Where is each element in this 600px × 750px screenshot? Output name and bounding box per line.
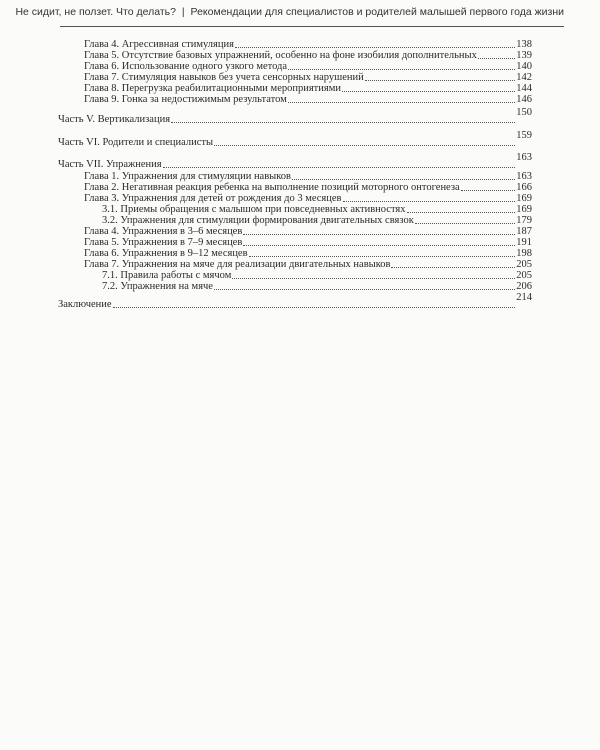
toc-page: 169 <box>516 193 532 204</box>
toc-label: Глава 6. Использование одного узкого метода <box>84 61 288 72</box>
toc-leader <box>249 256 516 257</box>
toc-leader <box>391 267 515 268</box>
toc-entry-part5 <box>58 107 532 126</box>
toc-leader <box>243 245 515 246</box>
toc-label: Глава 5. Упражнения в 7–9 месяцев <box>84 237 243 248</box>
toc-leader <box>415 223 515 224</box>
toc-page: 205 <box>516 259 532 270</box>
toc-page: 206 <box>516 281 532 292</box>
toc-leader <box>288 102 515 103</box>
header-rule <box>60 26 564 27</box>
toc-label: Глава 3. Упражнения для детей от рождения до 3 месяцев <box>84 193 342 204</box>
running-header <box>15 6 564 18</box>
toc-leader <box>214 145 515 146</box>
toc-page: 140 <box>516 61 532 72</box>
toc-leader <box>113 307 516 308</box>
toc-label: Глава 4. Агрессивная стимуляция <box>84 39 234 50</box>
toc-label: Глава 4. Упражнения в 3–6 месяцев <box>84 226 243 237</box>
toc-label: Заключение <box>58 299 112 310</box>
toc-leader <box>365 80 516 81</box>
toc-label: Часть VII. Упражнения <box>58 159 162 170</box>
toc-label: Глава 2. Негативная реакция ребенка на выполнение позиций моторного онтогенеза <box>84 182 460 193</box>
toc-label: 3.2. Упражнения для стимуляции формирования двигательных связок <box>102 215 414 226</box>
book-title: Не сидит, не ползет. Что делать? <box>15 6 176 18</box>
toc-leader <box>292 179 515 180</box>
toc-page: 205 <box>516 270 532 281</box>
toc-leader <box>235 47 515 48</box>
toc-entry-p7-ch7-2 <box>102 281 532 293</box>
book-subtitle: Рекомендации для специалистов и родителей малышей первого года жизни <box>190 6 564 18</box>
toc-entry-conclusion <box>58 292 532 311</box>
toc-leader <box>343 201 516 202</box>
toc-page: 144 <box>516 83 532 94</box>
toc-page: 138 <box>516 39 532 50</box>
toc-leader <box>232 278 515 279</box>
toc-leader <box>478 58 515 59</box>
toc-page: 150 <box>516 107 532 118</box>
toc-label: Глава 8. Перегрузка реабилитационными мероприятиями <box>84 83 341 94</box>
toc-page: 163 <box>516 171 532 182</box>
toc-label: 7.1. Правила работы с мячом <box>102 270 232 281</box>
toc-page: 198 <box>516 248 532 259</box>
header-separator: | <box>181 6 185 18</box>
toc-page: 191 <box>516 237 532 248</box>
toc-leader <box>342 91 515 92</box>
toc-leader <box>163 167 516 168</box>
toc-page: 187 <box>516 226 532 237</box>
toc-label: Глава 5. Отсутствие базовых упражнений, особенно на фоне изобилия дополнительных <box>84 50 477 61</box>
toc-page: 179 <box>516 215 532 226</box>
toc-leader <box>288 69 515 70</box>
toc-label: Глава 7. Стимуляция навыков без учета сенсорных нарушений <box>84 72 364 83</box>
toc-leader <box>214 289 515 290</box>
toc-page: 163 <box>516 152 532 163</box>
toc-leader <box>407 212 516 213</box>
toc-entry-part7 <box>58 152 532 171</box>
toc-page: 142 <box>516 72 532 83</box>
toc-leader <box>461 190 516 191</box>
toc-page: 139 <box>516 50 532 61</box>
toc-label: Часть VI. Родители и специалисты <box>58 137 214 148</box>
toc-page: 166 <box>516 182 532 193</box>
toc-entry-ch9-race <box>84 94 532 106</box>
toc-label: Глава 6. Упражнения в 9–12 месяцев <box>84 248 248 259</box>
toc-label: Глава 9. Гонка за недостижимым результатом <box>84 94 287 105</box>
toc-entry-part6 <box>58 130 532 149</box>
toc-label: Часть V. Вертикализация <box>58 114 171 125</box>
toc-page: 159 <box>516 130 532 141</box>
toc-label: Глава 7. Упражнения на мяче для реализации двигательных навыков <box>84 259 391 270</box>
toc-label: Глава 1. Упражнения для стимуляции навыков <box>84 171 292 182</box>
toc-page: 146 <box>516 94 532 105</box>
toc-leader <box>243 234 515 235</box>
toc-label: 7.2. Упражнения на мяче <box>102 281 213 292</box>
toc-page: 214 <box>516 292 532 303</box>
toc-label: 3.1. Приемы обращения с малышом при повседневных активностях <box>102 204 406 215</box>
toc-leader <box>171 122 515 123</box>
toc-page: 169 <box>516 204 532 215</box>
